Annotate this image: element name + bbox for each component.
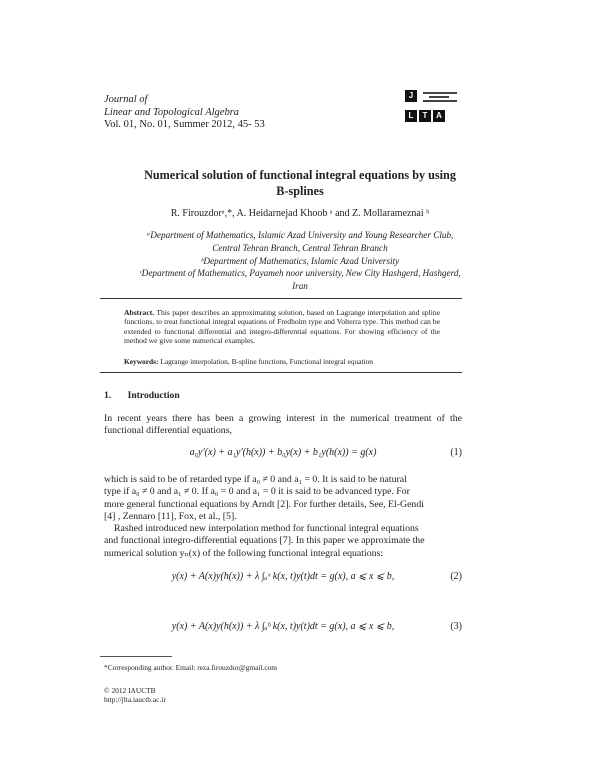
journal-line2: Linear and Topological Algebra	[104, 106, 240, 118]
paragraph-line: which is said to be of retarded type if a₀ ≠ 0 and a₁ = 0. It is said to be natural	[104, 474, 407, 485]
abstract-top-rule	[100, 298, 462, 299]
paragraph-line: Rashed introduced new interpolation method for functional integral equations	[114, 523, 419, 534]
logo-text-line	[423, 92, 457, 94]
keywords-text: Lagrange interpolation, B-spline functions, Functional integral equation	[160, 357, 373, 366]
abstract-bottom-rule	[100, 372, 462, 373]
section-heading	[104, 390, 180, 401]
keywords	[124, 357, 454, 366]
logo-letter-t: T	[419, 110, 431, 122]
keywords-label: Keywords:	[124, 357, 159, 366]
title-line1: Numerical solution of functional integral equations by using	[144, 168, 456, 182]
paragraph-types	[104, 474, 462, 524]
section-number: 1.	[104, 390, 112, 401]
affiliations	[100, 229, 500, 293]
paragraph-intro: In recent years there has been a growing interest in the numerical treatment of the functional differential equations,	[104, 413, 462, 437]
equation-3-tag: (3)	[450, 621, 462, 632]
logo-text-line	[429, 96, 449, 98]
paragraph-line: [4] , Zennaro [11], Fox, et al., [5].	[104, 511, 237, 523]
journal-volume: Vol. 01, No. 01, Summer 2012, 45- 53	[104, 119, 265, 130]
footnote-rule	[100, 656, 172, 657]
logo-letter-j: J	[405, 90, 417, 102]
paragraph-line: numerical solution yₙ(x) of the following functional integral equations:	[104, 547, 384, 559]
paper-title	[100, 167, 500, 199]
paragraph-method	[104, 523, 462, 560]
affiliation-line: Iran	[292, 281, 308, 292]
footnote: *Corresponding author. Email: reza.firouzdor@gmail.com	[104, 663, 278, 672]
affiliation-line: ᶜDepartment of Mathematics, Payameh noor university, New City Hashgerd, Hashgerd,	[139, 268, 461, 279]
copyright	[104, 686, 166, 704]
logo-letter-a: A	[433, 110, 445, 122]
journal-line1: Journal of	[104, 94, 148, 105]
paragraph-line: more general functional equations by Arndt [2]. For further details, See, El-Gendi	[104, 498, 424, 510]
equation-2	[104, 571, 462, 585]
affiliation-line: ᵇDepartment of Mathematics, Islamic Azad University	[200, 255, 400, 266]
equation-2-body: y(x) + A(x)y(h(x)) + λ ∫ₐˣ k(x, t)y(t)dt = g(x), a ⩽ x ⩽ b,	[171, 571, 395, 582]
equation-1-body: a₀y′(x) + a₁y′(h(x)) + b₀y(x) + b₁y(h(x)) = g(x)	[189, 447, 377, 458]
equation-2-tag: (2)	[450, 571, 462, 582]
abstract-label: Abstract.	[124, 308, 155, 317]
equation-1	[104, 447, 462, 461]
journal-header	[104, 94, 265, 132]
equation-3-body: y(x) + A(x)y(h(x)) + λ ∫ₐᵇ k(x, t)y(t)dt = g(x), a ⩽ x ⩽ b,	[171, 621, 395, 632]
logo-text-line	[423, 100, 457, 102]
title-line2: B-splines	[276, 184, 324, 198]
affiliation-line: ᵃDepartment of Mathematics, Islamic Azad University and Young Researcher Club,	[146, 230, 454, 240]
paragraph-line: type if a₀ ≠ 0 and a₁ ≠ 0. If a₀ = 0 and a₁ = 0 it is said to be advanced type. For	[104, 486, 410, 498]
equation-3	[104, 621, 462, 635]
abstract	[124, 308, 440, 346]
journal-logo	[405, 90, 461, 130]
section-title: Introduction	[127, 390, 180, 401]
equation-1-tag: (1)	[450, 447, 462, 458]
logo-letter-l: L	[405, 110, 417, 122]
journal-url: http://jlta.iauctb.ac.ir	[104, 695, 166, 704]
affiliation-line: Central Tehran Branch, Central Tehran Branch	[212, 242, 388, 253]
paragraph-line: and functional integro-differential equations [7]. In this paper we approximate the	[104, 535, 425, 547]
abstract-text: This paper describes an approximating solution, based on Lagrange interpolation and spline functions, to treat functional integral equations of Fredholm type and Volterra type. This method can be extended to functional differential and integro-differential equations. For showing efficiency of the method we give some numerical examples.	[124, 308, 440, 346]
author-list: R. Firouzdorᵃ,*, A. Heidarnejad Khoob ᵃ and Z. Mollarameznai ᵇ	[170, 208, 430, 219]
copyright-line: © 2012 IAUCTB	[104, 686, 156, 695]
